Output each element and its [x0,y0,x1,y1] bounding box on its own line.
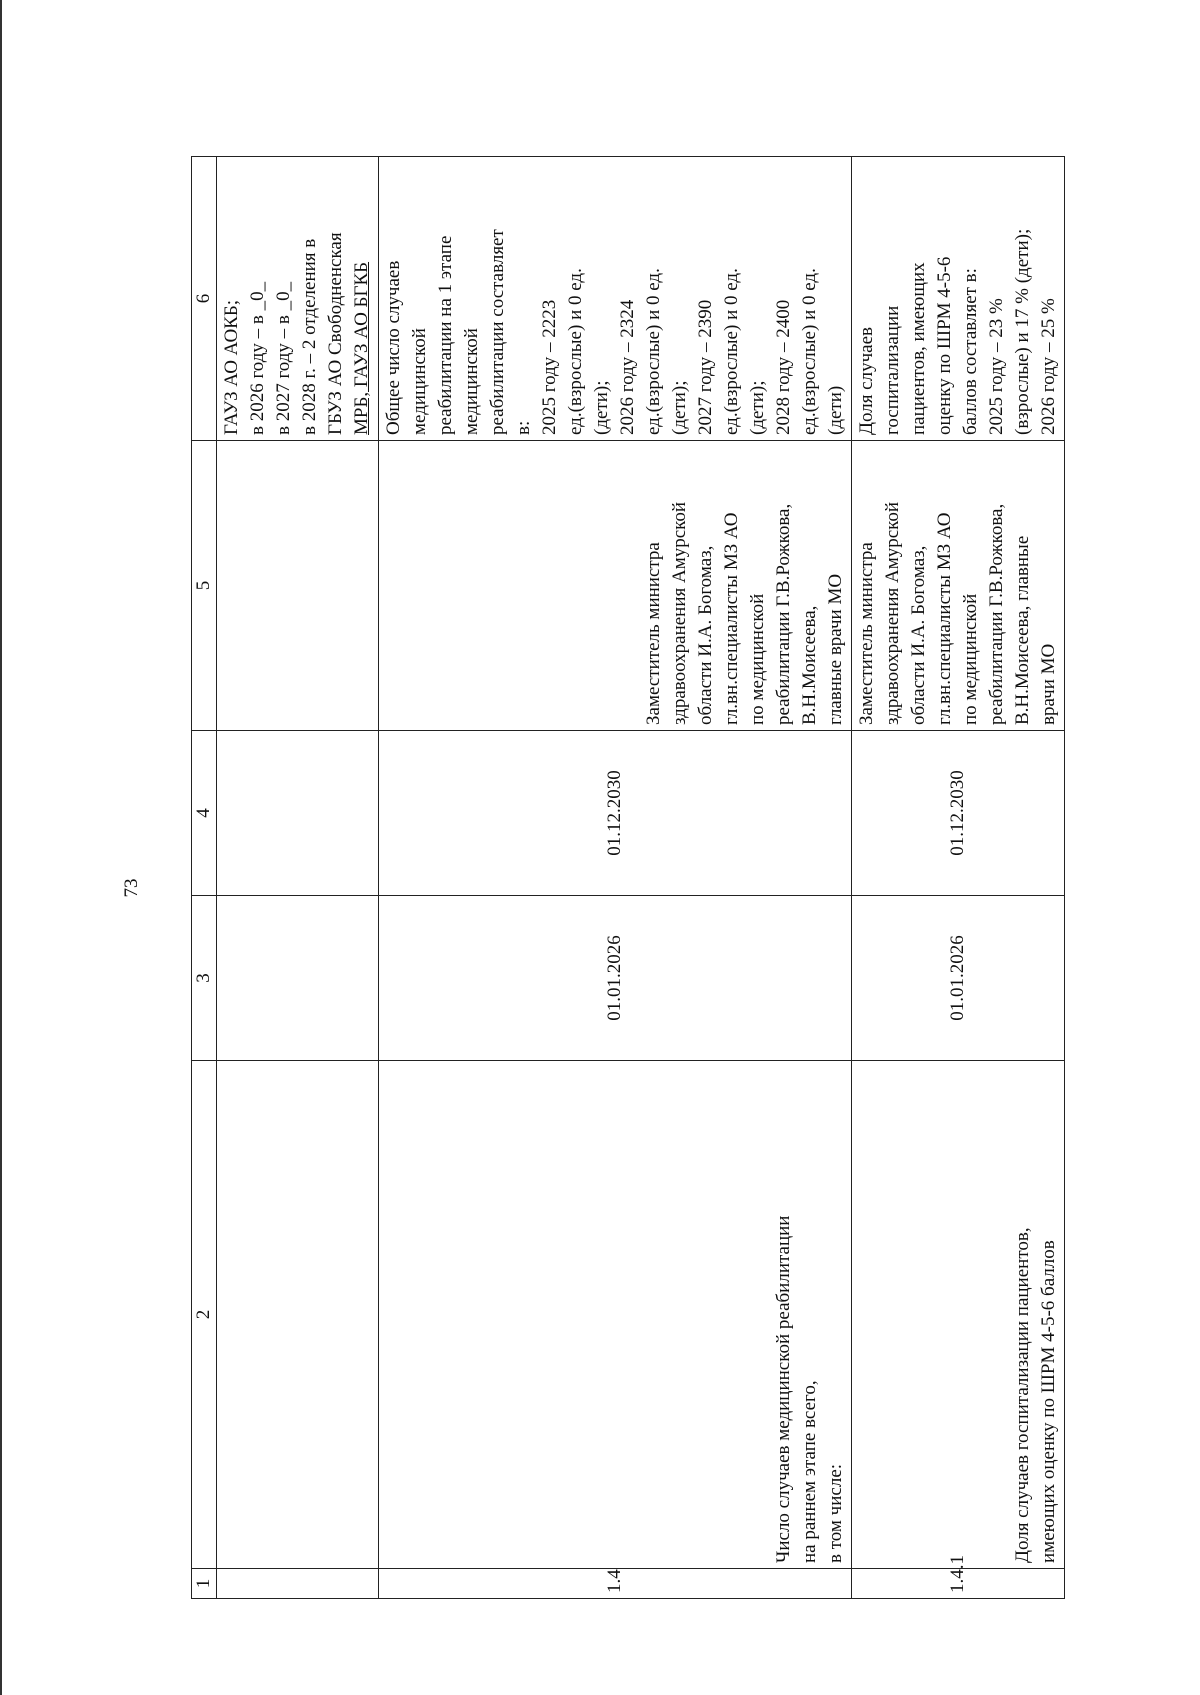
responsible-line: по медицинской [747,593,768,725]
description-line: имеющих оценку по ШРМ 4-5-6 баллов [1038,1240,1059,1563]
result-line: в 2028 г. – 2 отделения в [299,238,320,435]
responsible-line: реабилитации Г.В.Рожкова, [773,503,794,725]
responsible-line: главные врачи МО [825,573,846,725]
scan-edge-line [0,0,2,1695]
header-cell: 4 [192,731,217,896]
responsible [852,441,1065,731]
row-description [379,1061,852,1569]
table-row [379,157,852,1599]
result-line: 2026 году – 2324 [617,299,638,435]
description-line: в том числе: [825,1463,846,1563]
responsible-line: гл.вн.специалисты МЗ АО [934,512,955,725]
result-line: ед.(взрослые) и 0 ед. [643,268,664,435]
result-line: МРБ, ГАУЗ АО БГКБ [351,261,372,435]
start-date: 01.01.2026 [379,896,852,1061]
responsible-line: здравоохранения Амурской [882,501,903,725]
result-line: в 2026 году – в _0_ [247,281,268,435]
responsible-line: по медицинской [960,593,981,725]
result-line: (дети); [669,380,690,435]
responsible-line: врачи МО [1038,643,1059,725]
table-row [217,157,379,1599]
row-number: 1.4.1 [852,1569,1065,1599]
rotated-table-container [191,157,1080,1599]
result-line: (дети); [747,380,768,435]
result-line: (взрослые) и 17 % (дети); [1012,228,1033,435]
start-date [217,896,379,1061]
header-cell: 1 [192,1569,217,1599]
result-cell [852,157,1065,441]
result-line: баллов составляет в: [960,268,981,435]
result-line: 2026 году – 25 % [1038,298,1059,435]
result-line: ГАУЗ АО АОКБ; [221,299,242,435]
result-line: 2025 году – 2223 [539,299,560,435]
description-line: на раннем этапе всего, [799,1380,820,1563]
responsible-line: реабилитации Г.В.Рожкова, [986,503,1007,725]
header-cell: 5 [192,441,217,731]
result-line: ед.(взрослые) и 0 ед. [799,268,820,435]
responsible-line: В.Н.Моисеева, [799,605,820,725]
result-line: (дети); [591,380,612,435]
row-description [217,1061,379,1569]
result-line: оценку по ШРМ 4-5-6 [934,256,955,435]
responsible-line: области И.А. Богомаз, [908,545,929,725]
header-cell: 2 [192,1061,217,1569]
result-line: реабилитации составляет [487,229,508,435]
responsible-line: области И.А. Богомаз, [695,545,716,725]
description-line: Число случаев медицинской реабилитации [773,1215,794,1563]
description-line: Доля случаев госпитализации пациентов, [1012,1227,1033,1563]
result-line: 2028 году – 2400 [773,299,794,435]
result-line: пациентов, имеющих [908,262,929,435]
row-description [852,1061,1065,1569]
responsible-line: В.Н.Моисеева, главные [1012,535,1033,725]
result-cell [379,157,852,441]
responsible [379,441,852,731]
result-line: реабилитации на 1 этапе [435,235,456,435]
result-line: ед.(взрослые) и 0 ед. [565,268,586,435]
result-line: Общее число случаев [383,260,404,435]
result-line: медицинской [409,328,430,435]
header-cell: 3 [192,896,217,1061]
responsible-line: гл.вн.специалисты МЗ АО [721,512,742,725]
page-number: 73 [121,878,142,898]
result-line: ед.(взрослые) и 0 ед. [721,268,742,435]
row-number: 1.4 [379,1569,852,1599]
result-line: 2025 году – 23 % [986,298,1007,435]
row-number [217,1569,379,1599]
result-line: Доля случаев [856,327,877,435]
result-line: госпитализации [882,305,903,435]
responsible [217,441,379,731]
end-date [217,731,379,896]
result-line: ГБУЗ АО Свободненская [325,232,346,435]
end-date: 01.12.2030 [379,731,852,896]
result-line: в: [513,420,534,435]
result-line: 2027 году – 2390 [695,299,716,435]
responsible-line: Заместитель министра [856,542,877,725]
table-row [852,157,1065,1599]
plan-table [191,156,1065,1599]
result-line: в 2027 году – в _0_ [273,281,294,435]
start-date: 01.01.2026 [852,896,1065,1061]
table-header-row [192,157,217,1599]
responsible-line: Заместитель министра [643,542,664,725]
header-cell: 6 [192,157,217,441]
result-line: медицинской [461,328,482,435]
result-cell [217,157,379,441]
end-date: 01.12.2030 [852,731,1065,896]
responsible-line: здравоохранения Амурской [669,501,690,725]
result-line: (дети) [825,385,846,435]
